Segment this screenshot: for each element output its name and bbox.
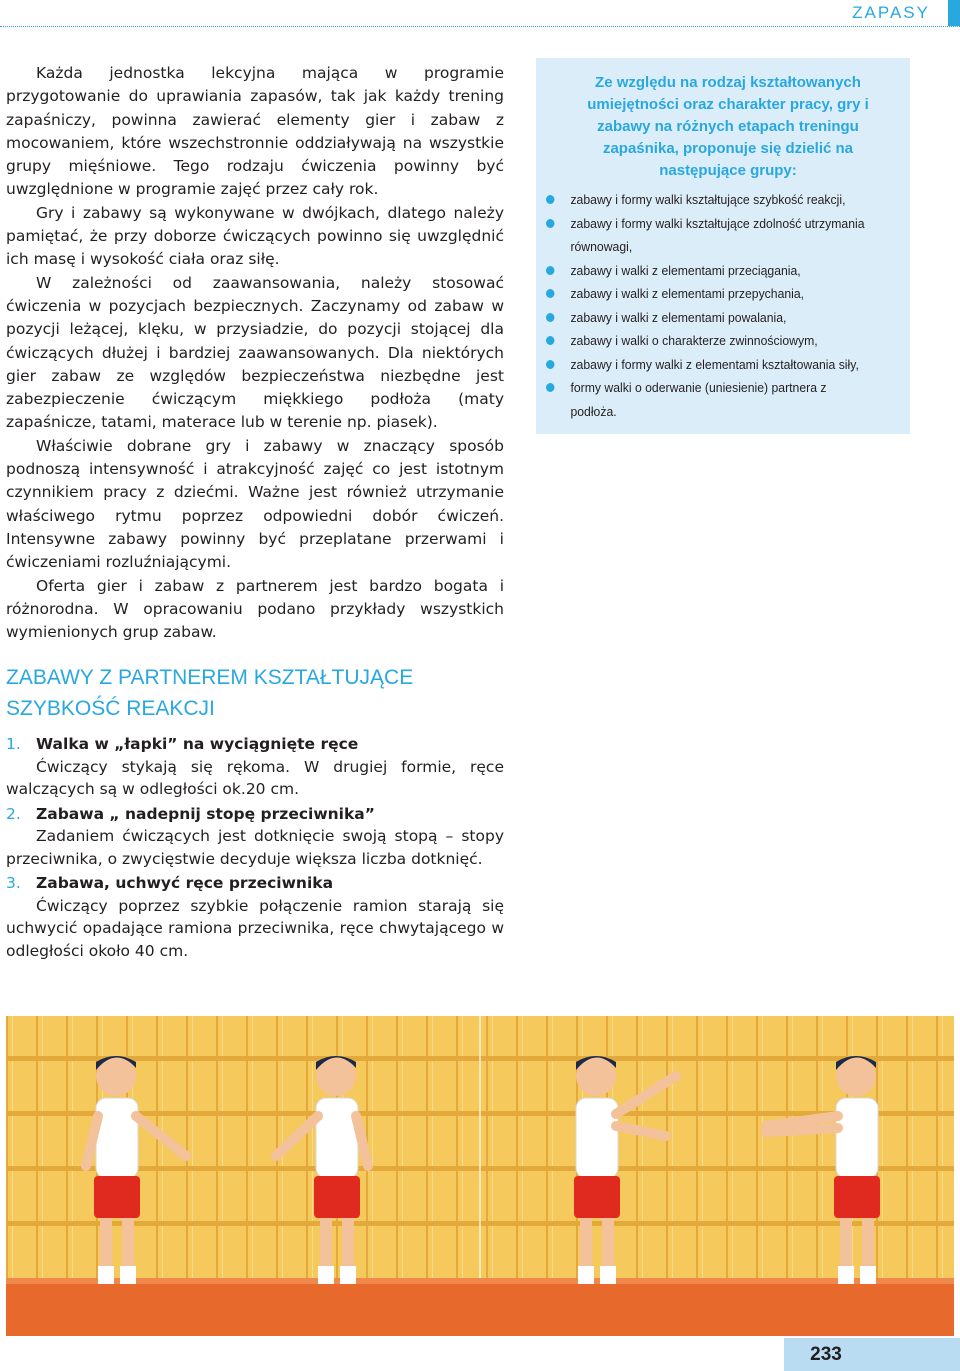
arm [766,1128,838,1132]
bullet-icon [546,360,554,369]
list-item-text: zabawy i formy walki z elementami kształtowania siły, [570,356,859,372]
exercise-description: Ćwiczący poprzez szybkie połączenie ramion starają się uchwycić opadające ramiona przeciwnika, ręce chwytającego w odległości około 40 cm. [6,896,504,960]
shorts [574,1176,620,1218]
list-item [546,282,871,306]
paragraph: Oferta gier i zabaw z partnerem jest bardzo bogata i różnorodna. W opracowaniu podano przykłady wszystkich wymienionych grup zabaw. [6,576,504,642]
bullet-icon [546,266,554,275]
exercise-heading [6,733,504,756]
shorts [314,1176,360,1218]
exercise-number: 2. [6,804,21,823]
floor-stripe [6,1278,954,1284]
list-item [546,212,871,259]
torso [96,1098,138,1178]
torso [316,1098,358,1178]
bullet-icon [546,383,554,392]
sock [98,1266,114,1284]
sock [578,1266,594,1284]
sidebar-title: Ze względu na rodzaj kształtowanych umiejętności oraz charakter pracy, gry i zabawy na różnych etapach treningu zapaśnika, proponuje się dzielić na następujące grupy: [587,74,869,179]
shorts [94,1176,140,1218]
list-item [546,376,871,423]
exercise-name: Walka w „łapki” na wyciągnięte ręce [36,735,359,753]
list-item-text: formy walki o oderwanie (uniesienie) partnera z podłoża. [570,380,827,419]
exercise-number: 3. [6,874,21,892]
sock [340,1266,356,1284]
list-item-text: zabawy i walki z elementami przepychania, [570,286,805,301]
groups-sidebar [536,58,910,434]
sock [860,1266,876,1284]
bullet-icon [546,219,554,228]
shorts [834,1176,880,1218]
sock [120,1266,136,1284]
exercise-heading [6,803,504,826]
torso [576,1098,618,1178]
section-heading: ZABAWY Z PARTNEREM KSZTAŁTUJĄCE SZYBKOŚĆ REAKCJI [6,666,414,720]
bullet-icon [546,195,554,204]
list-item-text: zabawy i walki z elementami przeciągania, [570,262,801,278]
sock [600,1266,616,1284]
list-item-text: zabawy i walki z elementami powalania, [570,309,787,325]
sock [838,1266,854,1284]
paragraph: Właściwie dobrane gry i zabawy w znaczący sposób podnoszą intensywność i atrakcyjność zajęć co jest istotnym czynnikiem pracy z dziećmi. Ważne jest również utrzymanie właściwego rytmu poprzez odpowiedni dobór ćwiczeń. Intensywne zabawy powinny być przeplatane przerwami i ćwiczeniami rozluźniającymi. [6,436,504,572]
intro-text [6,62,504,644]
list-item-text: zabawy i formy walki kształtujące szybkość reakcji, [570,192,846,207]
exercise-heading [6,872,504,895]
page-number: 233 [810,1344,842,1365]
bullet-icon [546,336,554,345]
list-item [546,329,871,353]
torso [836,1098,878,1178]
exercise-number: 1. [6,735,21,753]
exercise-description: Ćwiczący stykają się rękoma. W drugiej formie, ręce walczących są w odległości ok.20 cm. [6,757,504,798]
header-rule [0,26,960,27]
exercise-name: Zabawa „ nadepnij stopę przeciwnika” [36,804,375,823]
wrestling-illustration [6,1016,954,1336]
list-item-text: zabawy i walki o charakterze zwinnościowym, [570,333,818,348]
running-header: ZAPASY [852,3,930,22]
list-item [546,306,871,330]
corner-tab [948,0,960,26]
illustration-panel [6,1016,954,1336]
exercise-name: Zabawa, uchwyć ręce przeciwnika [36,874,334,892]
list-item [546,188,871,212]
list-item-text: zabawy i formy walki kształtujące zdolność utrzymania równowagi, [570,215,865,254]
paragraph: Każda jednostka lekcyjna mająca w programie przygotowanie do uprawiania zapasów, tak jak każdy trening zapaśniczy, powinna zawierać elementy gier i zabaw z mocowaniem, które wszechstronnie oddziaływają na wszystkie grupy mięśniowe. Tego rodzaju ćwiczenia powinny być uwzględnione w programie zajęć przez cały rok. [6,64,504,199]
paragraph: Gry i zabawy są wykonywane w dwójkach, dlatego należy pamiętać, że przy doborze ćwiczących powinno się uwzględnić ich masę i wysokość ciała oraz siłę. [6,203,504,269]
paragraph: W zależności od zaawansowania, należy stosować ćwiczenia w pozycjach bezpiecznych. Zaczynamy od zabaw w pozycji leżącej, klęku, w przysiadzie, do pozycji stojącej dla ćwiczących dłużej i bardziej zaawansowanych. Dla niektórych gier zabaw ze względów bezpieczeństwa niezbędne jest zabezpieczenie ćwiczącym miękkiego podłoża (maty zapaśnicze, tatami, materace lub w terenie np. piasek). [6,273,504,432]
bullet-icon [546,289,554,298]
sock [318,1266,334,1284]
bullet-icon [546,313,554,322]
list-item [546,353,871,377]
exercise-description: Zadaniem ćwiczących jest dotknięcie swoją stopą – stopy przeciwnika, o zwycięstwie decyduje większa liczba dotknięć. [6,827,504,868]
exercise-list [6,733,504,964]
groups-list [546,188,892,423]
floor [6,1278,954,1336]
list-item [546,259,871,283]
